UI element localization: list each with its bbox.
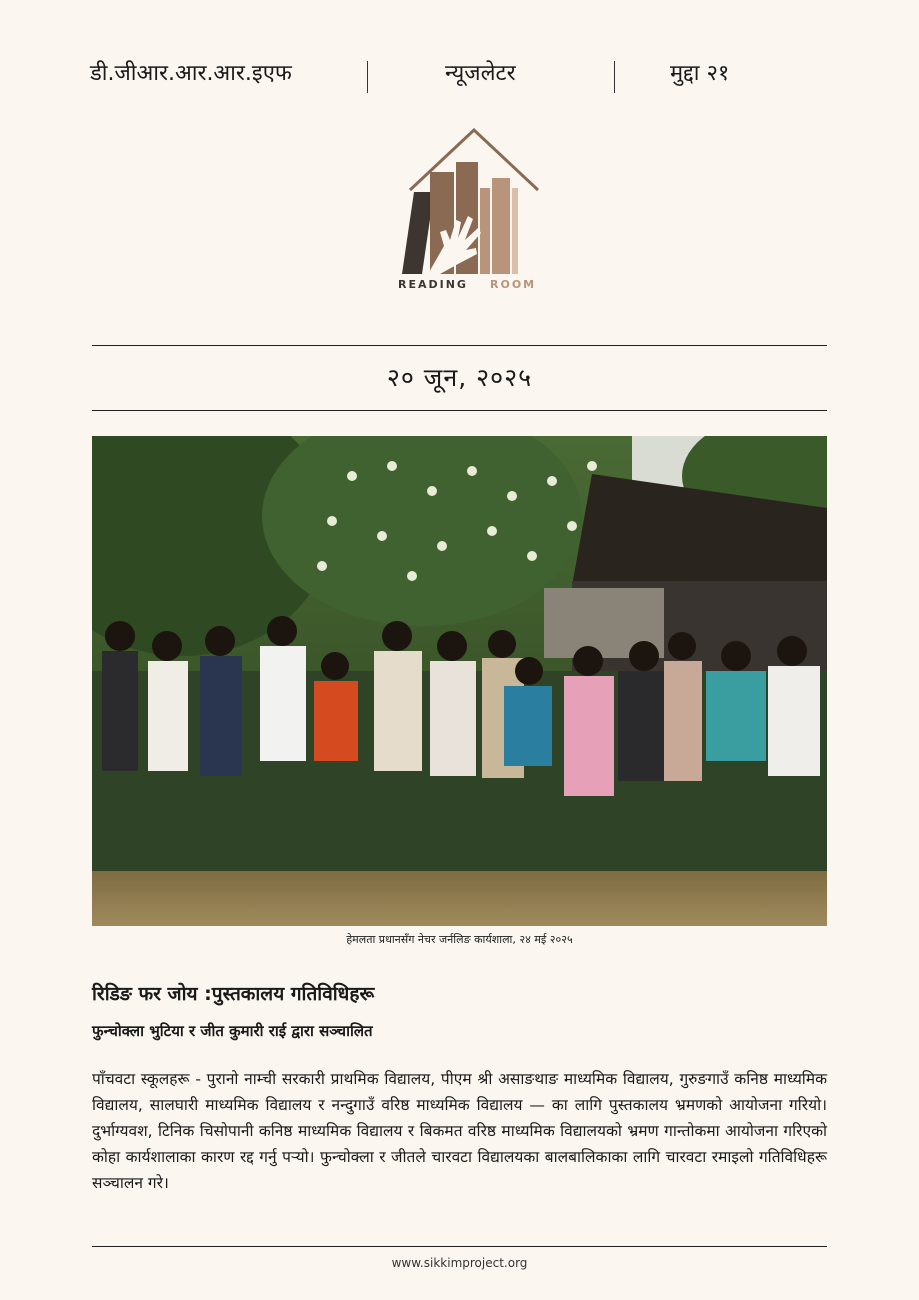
newsletter-header (0, 55, 919, 95)
header-divider (367, 61, 368, 93)
photo-caption: हेमलता प्रधानसँग नेचर जर्नलिङ कार्यशाला, २४ मई २०२५ (346, 933, 573, 946)
article-title: रिडिङ फर जोय :पुस्तकालय गतिविधिहरू (92, 983, 375, 1005)
group-photo (92, 436, 827, 926)
header-divider (614, 61, 615, 93)
logo-text-room: ROOM (490, 278, 537, 291)
article-body: पाँचवटा स्कूलहरू - पुरानो नाम्ची सरकारी प्राथमिक विद्यालय, पीएम श्री असाङथाङ माध्यमिक विद्यालय, गुरुङगाउँ कनिष्ठ माध्यमिक विद्यालय, सालघारी माध्यमिक विद्यालय र नन्दुगाउँ वरिष्ठ माध्यमिक विद्यालय — का लागि पुस्तकालय भ्रमणको आयोजना गरियो। दुर्भाग्यवश, टिनिक चिसोपानी कनिष्ठ माध्यमिक विद्यालय र बिकमत वरिष्ठ माध्यमिक विद्यालयको भ्रमण गान्तोकमा आयोजना गरिएको कोहा कार्यशालाका कारण रद्द गर्नु पर्‍यो। फुन्चोक्ला र जीतले चारवटा विद्यालयका बालबालिकाका लागि चारवटा रमाइलो गतिविधिहरू सञ्चालन गरे। (92, 1070, 827, 1192)
org-name: डी.जीआर.आर.आर.इएफ (90, 61, 292, 86)
issue-date: २० जून, २०२५ (386, 363, 533, 392)
article-byline: फुन्चोक्ला भुटिया र जीत कुमारी राई द्वारा सञ्चालित (92, 1022, 373, 1040)
issue-number: मुद्दा २१ (670, 61, 730, 86)
reading-room-logo (392, 128, 552, 293)
logo-text-reading: READING (398, 278, 468, 291)
newsletter-label: न्यूजलेटर (445, 61, 516, 86)
footer-rule (92, 1246, 827, 1247)
date-rule-top (92, 345, 827, 346)
footer-url[interactable]: www.sikkimproject.org (391, 1256, 528, 1270)
date-rule-bottom (92, 410, 827, 411)
